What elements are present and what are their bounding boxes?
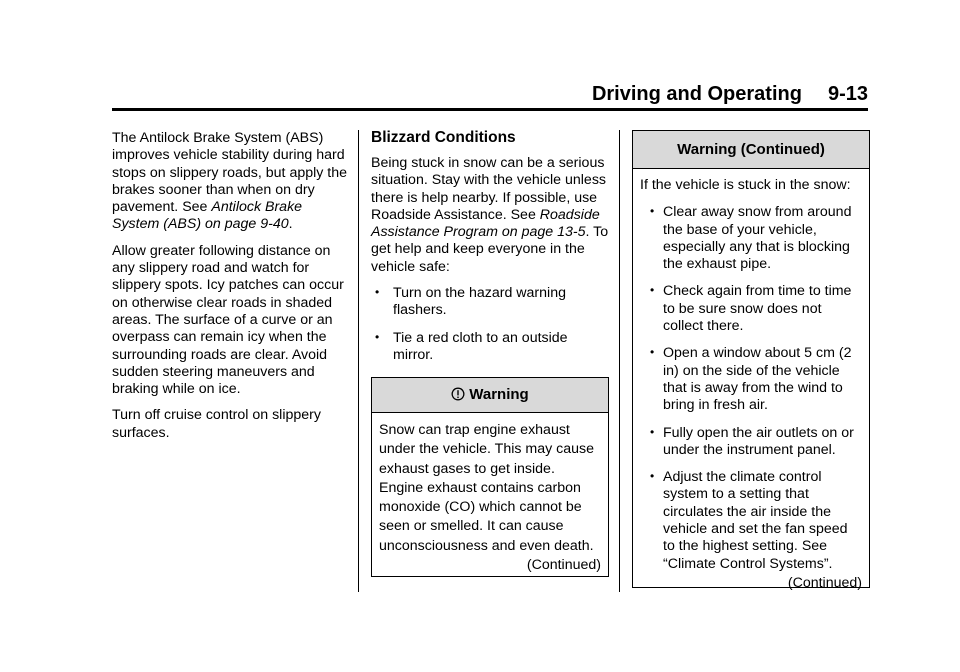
bullet-icon: • xyxy=(650,283,655,298)
column-divider-2 xyxy=(619,130,620,592)
continued-label: (Continued) xyxy=(787,574,862,591)
blizzard-intro: Being stuck in snow can be a serious situation. Stay with the vehicle unless there is help nearby. If possible, use Roadside Assistance. See Roadside Assistance Program on page 13-5. To get help and keep everyone in the vehicle safe: xyxy=(371,155,609,275)
column-divider-1 xyxy=(358,130,359,592)
following-distance-paragraph: Allow greater following distance on any slippery road and watch for slippery spots. Icy patches can occur on otherwise clear roads in shaded areas. The surface of a curve or an overpass can remain icy when the surrounding roads are clear. Avoid sudden steering maneuvers and braking while on ice. xyxy=(112,242,344,398)
warning-box-continued xyxy=(632,130,870,591)
warning-body xyxy=(633,169,869,598)
bullet-icon: • xyxy=(650,469,655,484)
warning-text: Snow can trap engine exhaust under the vehicle. This may cause exhaust gases to get inside. Engine exhaust contains carbon monoxide (CO) which cannot be seen or smelled. It can cause unconsciousness and even death. xyxy=(379,422,595,554)
list-item: • Tie a red cloth to an outside mirror. xyxy=(375,329,568,363)
warning-symbol-icon xyxy=(451,387,465,401)
warning-body xyxy=(372,413,608,581)
page-header xyxy=(112,82,868,106)
list-item: • Adjust the climate control system to a setting that circulates the air inside the vehicle and set the fan speed to the highest setting. See “Climate Control Systems”. xyxy=(650,469,848,572)
bullet-icon: • xyxy=(375,285,380,300)
blizzard-bullet-list xyxy=(371,285,611,364)
snow-bullet-list xyxy=(640,204,862,573)
list-item: • Open a window about 5 cm (2 in) on the side of the vehicle that is away from the wind to bring in fresh air. xyxy=(650,345,852,414)
abs-paragraph: The Antilock Brake System (ABS) improves vehicle stability during hard stops on slippery roads, but apply the brakes sooner than when on dry pavement. See Antilock Brake System (ABS) on page 9-40. xyxy=(112,130,348,233)
bullet-icon: • xyxy=(650,204,655,219)
page-number: 9-13 xyxy=(827,83,868,105)
column-middle xyxy=(371,128,611,374)
warning-box-exhaust xyxy=(371,377,609,577)
header-divider xyxy=(112,108,868,111)
list-item: • Clear away snow from around the base of your vehicle, especially any that is blocking the exhaust pipe. xyxy=(650,204,852,273)
warning-title: Warning xyxy=(469,386,529,403)
warning-header: Warning (Continued) xyxy=(633,131,869,169)
column-left xyxy=(112,130,352,451)
abs-cross-reference[interactable]: Antilock Brake System (ABS) on page 9-40 xyxy=(112,199,303,233)
bullet-icon: • xyxy=(650,424,655,439)
list-item: • Fully open the air outlets on or under the instrument panel. xyxy=(650,424,854,458)
roadside-cross-reference[interactable]: Roadside Assistance Program on page 13-5 xyxy=(371,206,600,241)
list-item: • Check again from time to time to be sure snow does not collect there. xyxy=(650,283,852,335)
cruise-control-paragraph: Turn off cruise control on slippery surfaces. xyxy=(112,407,321,441)
continued-label: (Continued) xyxy=(526,557,601,574)
bullet-icon: • xyxy=(375,329,380,344)
blizzard-heading: Blizzard Conditions xyxy=(371,129,516,146)
section-title: Driving and Operating xyxy=(591,83,802,105)
warning-intro: If the vehicle is stuck in the snow: xyxy=(640,177,851,193)
list-item: • Turn on the hazard warning flashers. xyxy=(375,285,566,319)
warning-header xyxy=(372,378,608,413)
bullet-icon: • xyxy=(650,345,655,360)
